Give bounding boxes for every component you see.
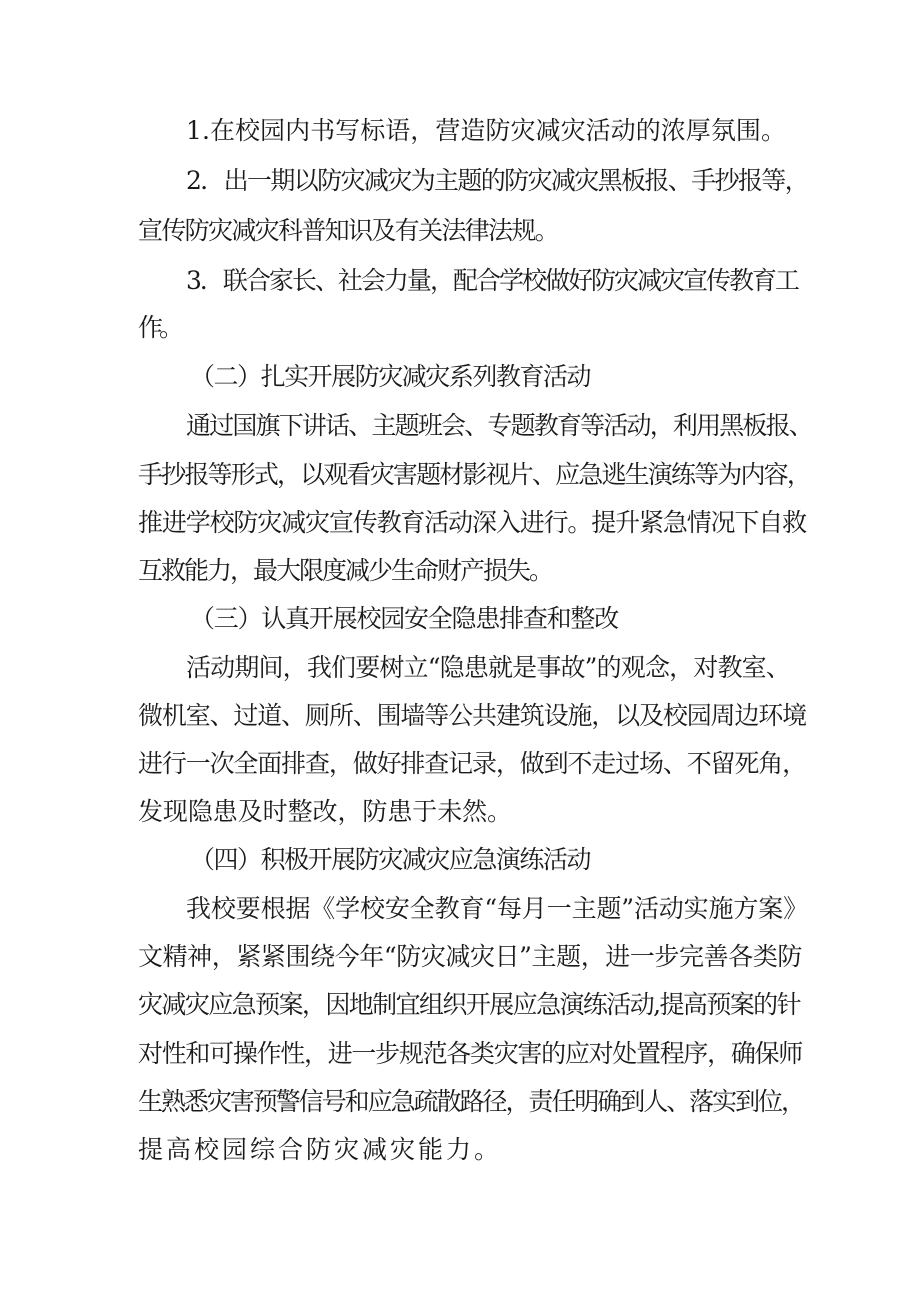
- paragraph-line: 对性和可操作性，进一步规范各类灾害的应对处置程序，确保师: [138, 1039, 802, 1068]
- paragraph-line: 文精神，紧紧围绕今年“防灾减灾日”主题，进一步完善各类防: [138, 942, 802, 971]
- paragraph-line: 进行一次全面排查，做好排查记录，做到不走过场、不留死角，: [138, 749, 806, 778]
- paragraph-line: 互救能力，最大限度减少生命财产损失。: [138, 556, 552, 585]
- paragraph-line: 1.在校园内书写标语，营造防灾减灾活动的浓厚氛围。: [186, 116, 786, 145]
- paragraph-line: 作。: [138, 313, 181, 342]
- paragraph-line: 活动期间，我们要树立“隐患就是事故”的观念，对教室、: [186, 653, 790, 682]
- section-heading-3: （三）认真开展校园安全隐患排查和整改: [190, 604, 618, 633]
- paragraph-line: 发现隐患及时整改，防患于未然。: [138, 797, 512, 826]
- paragraph-line: 我校要根据《学校安全教育“每月一主题”活动实施方案》: [186, 894, 808, 923]
- paragraph-line: 生熟悉灾害预警信号和应急疏散路径，责任明确到人、落实到位，: [138, 1087, 804, 1116]
- section-heading-4: （四）积极开展防灾减灾应急演练活动: [190, 845, 590, 874]
- paragraph-line: 提高校园综合防灾减灾能力。: [138, 1135, 502, 1164]
- paragraph-line: 灾减灾应急预案，因地制宜组织开展应急演练活动,提高预案的针: [138, 990, 800, 1019]
- paragraph-line: 2．出一期以防灾减灾为主题的防灾减灾黑板报、手抄报等，: [186, 166, 808, 195]
- section-heading-2: （二）扎实开展防灾减灾系列教育活动: [190, 362, 590, 391]
- paragraph-line: 微机室、过道、厕所、围墙等公共建筑设施，以及校园周边环境: [138, 701, 806, 730]
- paragraph-line: 宣传防灾减灾科普知识及有关法律法规。: [138, 216, 558, 245]
- paragraph-line: 推进学校防灾减灾宣传教育活动深入进行。提升紧急情况下自救: [138, 508, 806, 537]
- paragraph-line: 通过国旗下讲话、主题班会、专题教育等活动，利用黑板报、: [186, 411, 812, 440]
- paragraph-line: 手抄报等形式，以观看灾害题材影视片、应急逃生演练等为内容，: [138, 460, 810, 489]
- paragraph-line: 3．联合家长、社会力量，配合学校做好防灾减灾宣传教育工: [186, 266, 798, 295]
